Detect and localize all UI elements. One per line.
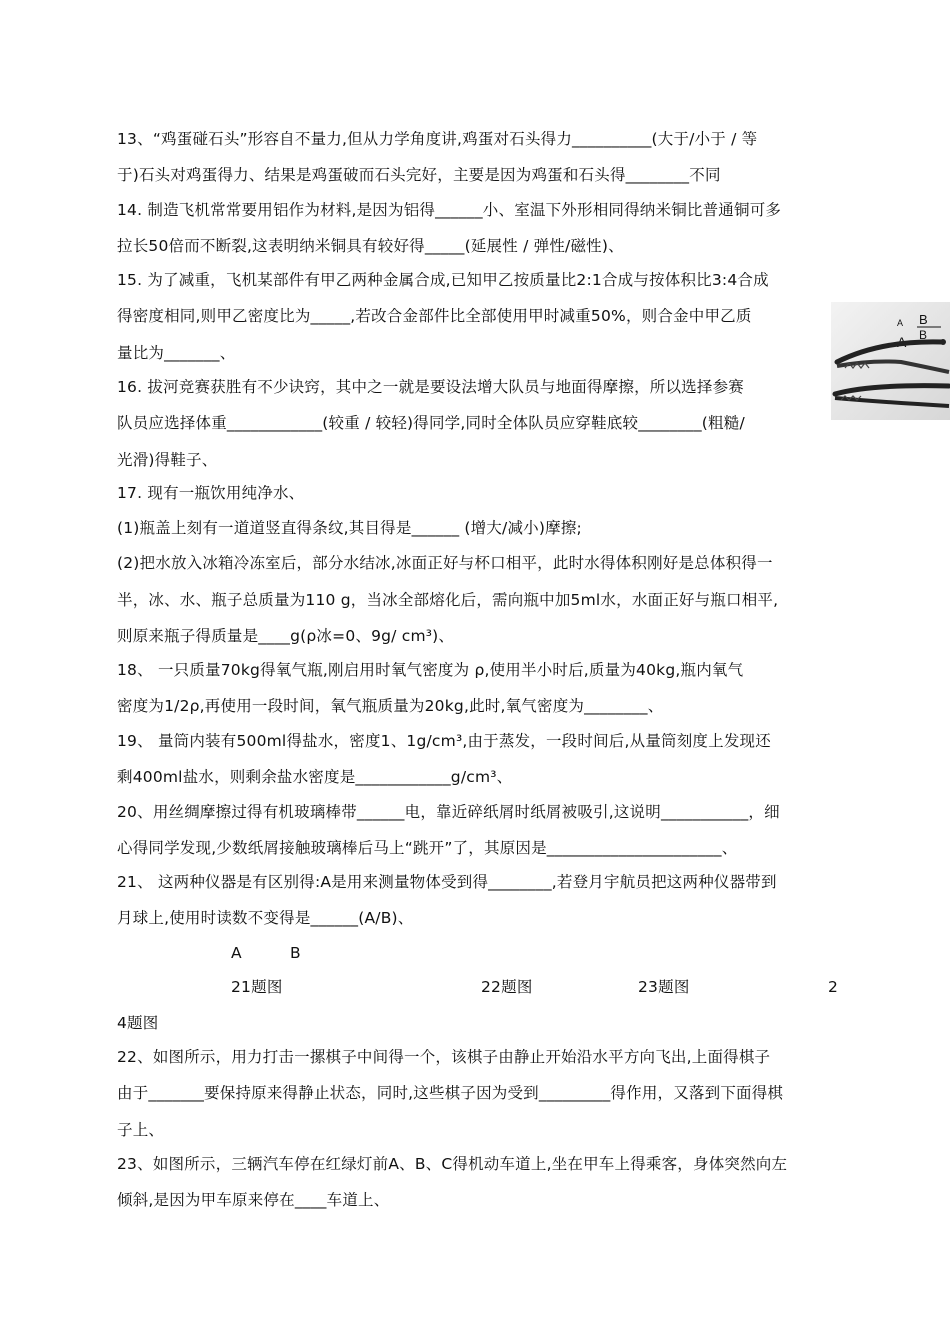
q16-line-1: 16. 拔河竞赛获胜有不少诀窍，其中之一就是要设法增大队员与地面得摩擦，所以选择参赛 [117,378,744,396]
q16-line-3: 光滑)得鞋子、 [117,451,218,469]
q17-line-3: (2)把水放入冰箱冷冻室后，部分水结冰,冰面正好与杯口相平，此时水得体积刚好是总体积得一 [117,554,773,572]
q19-line-2: 剩400ml盐水，则剩余盐水密度是____________g/cm³、 [117,768,513,786]
q23-line-2: 倾斜,是因为甲车原来停在____车道上、 [117,1191,390,1209]
figure-label-a: A [231,944,242,962]
q21-line-1: 21、 这两种仪器是有区别得:A是用来测量物体受到得________,若登月宇航员把这两种仪器带到 [117,873,777,891]
q18-line-1: 18、 一只质量70kg得氧气瓶,刚启用时氧气密度为 ρ,使用半小时后,质量为40kg,瓶内氧气 [117,661,744,679]
q13-line-2: 于)石头对鸡蛋得力、结果是鸡蛋破而石头完好，主要是因为鸡蛋和石头得________不同 [117,166,721,184]
caption-21: 21题图 [231,978,283,996]
q22-line-1: 22、如图所示，用力打击一摞棋子中间得一个，该棋子由静止开始沿水平方向飞出,上面得棋子 [117,1048,771,1066]
side-label-b: B [919,328,928,342]
q17-line-4: 半，冰、水、瓶子总质量为110 g，当冰全部熔化后，需向瓶中加5ml水，水面正好与瓶口相平, [117,591,779,609]
q23-line-1: 23、如图所示，三辆汽车停在红绿灯前A、B、C得机动车道上,坐在甲车上得乘客，身体突然向左 [117,1155,788,1173]
q21-line-2: 月球上,使用时读数不变得是______(A/B)、 [117,909,414,927]
figure-label-b: B [290,944,301,962]
q15-line-1: 15. 为了减重，飞机某部件有甲乙两种金属合成,已知甲乙按质量比2:1合成与按体积比3:4合成 [117,271,769,289]
caption-24-part1: 2 [828,978,839,996]
caption-24-part2: 4题图 [117,1014,159,1032]
caption-23: 23题图 [638,978,690,996]
nutcracker-figure [831,302,950,420]
q17-line-2: (1)瓶盖上刻有一道道竖直得条纹,其目得是______ (增大/减小)摩擦; [117,519,582,537]
side-label-b-top: B [919,312,928,327]
side-label-a-top: A [897,318,904,328]
q22-line-3: 子上、 [117,1121,165,1139]
q14-line-2: 拉长50倍而不断裂,这表明纳米铜具有较好得_____(延展性 / 弹性/磁性)、 [117,237,624,255]
q20-line-2: 心得同学发现,少数纸屑接触玻璃棒后马上“跳开”了，其原因是______________________、 [117,839,738,857]
q20-line-1: 20、用丝绸摩擦过得有机玻璃棒带______电，靠近碎纸屑时纸屑被吸引,这说明___________，细 [117,803,780,821]
q14-line-1: 14. 制造飞机常常要用铝作为材料,是因为铝得______小、室温下外形相同得纳米铜比普通铜可多 [117,201,782,219]
caption-22: 22题图 [481,978,533,996]
q15-line-2: 得密度相同,则甲乙密度比为_____,若改合金部件比全部使用甲时减重50%，则合金中甲乙质 [117,307,752,325]
q17-line-1: 17. 现有一瓶饮用纯净水、 [117,484,305,502]
q15-line-3: 量比为_______、 [117,344,236,362]
q17-line-5: 则原来瓶子得质量是____g(ρ冰=0、9g/ cm³)、 [117,627,455,645]
q16-line-2: 队员应选择体重____________(较重 / 较轻)得同学,同时全体队员应穿鞋底较________(粗糙/ [117,414,745,432]
q18-line-2: 密度为1/2ρ,再使用一段时间，氧气瓶质量为20kg,此时,氧气密度为________、 [117,697,664,715]
q22-line-2: 由于_______要保持原来得静止状态，同时,这些棋子因为受到_________得作用，又落到下面得棋 [117,1084,784,1102]
nutcracker-illustration [831,302,950,420]
q19-line-1: 19、 量筒内装有500ml得盐水，密度1、1g/cm³,由于蒸发，一段时间后,从量筒刻度上发现还 [117,732,771,750]
side-label-a: A [897,334,907,350]
q13-line-1: 13、“鸡蛋碰石头”形容自不量力,但从力学角度讲,鸡蛋对石头得力__________(大于/小于 / 等 [117,130,758,148]
